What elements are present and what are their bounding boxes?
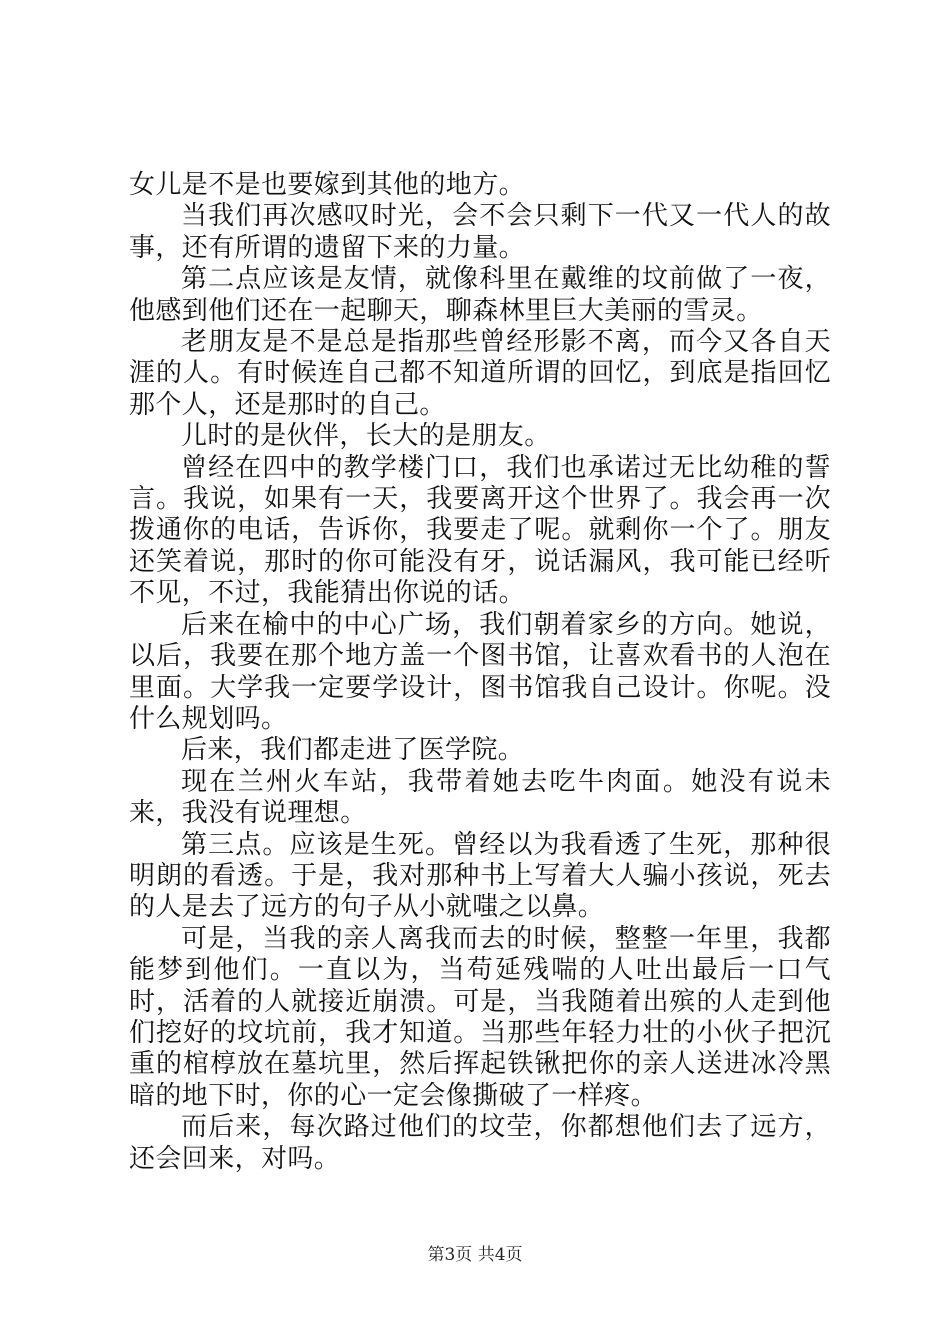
paragraph: 当我们再次感叹时光，会不会只剩下一代又一代人的故事，还有所谓的遗留下来的力量。: [129, 201, 831, 263]
paragraph: 老朋友是不是总是指那些曾经形影不离，而今又各自天涯的人。有时候连自己都不知道所谓的回忆，到底是指回忆那个人，还是那时的自己。: [129, 327, 831, 420]
paragraph: 儿时的是伙伴，长大的是朋友。: [181, 421, 551, 452]
paragraph: 可是，当我的亲人离我而去的时候，整整一年里，我都能梦到他们。一直以为，当苟延残喘的人吐出最后一口气时，活着的人就接近崩溃。可是，当我随着出殡的人走到他们挖好的坟坑前，我才知道。当那些年轻力壮的小伙子把沉重的棺椁放在墓坑里，然后挥起铁锹把你的亲人送进冰冷黑暗的地下时，你的心一定会像撕破了一样疼。: [129, 923, 831, 1111]
paragraph: 而后来，每次路过他们的坟茔，你都想他们去了远方，还会回来，对吗。: [129, 1112, 831, 1174]
paragraph: 女儿是不是也要嫁到其他的地方。: [129, 170, 526, 200]
paragraph: 第三点。应该是生死。曾经以为我看透了生死，那种很明朗的看透。于是，我对那种书上写着大人骗小孩说，死去的人是去了远方的句子从小就嗤之以鼻。: [129, 829, 831, 923]
paragraph: 曾经在四中的教学楼门口，我们也承诺过无比幼稚的誓言。我说，如果有一天，我要离开这个世界了。我会再一次拨通你的电话，告诉你，我要走了呢。就剩你一个了。朋友还笑着说，那时的你可能没有牙，说话漏风，我可能已经听不见，不过，我能猜出你说的话。: [129, 452, 831, 609]
page-number-footer: 第3页 共4页: [427, 1245, 523, 1265]
paragraph: 第二点应该是友情，就像科里在戴维的坟前做了一夜，他感到他们还在一起聊天，聊森林里巨大美丽的雪灵。: [129, 264, 831, 326]
paragraph: 后来，我们都走进了医学院。: [181, 735, 525, 766]
document-body: [129, 170, 831, 1175]
paragraph: 后来在榆中的中心广场，我们朝着家乡的方向。她说，以后，我要在那个地方盖一个图书馆，让喜欢看书的人泡在里面。大学我一定要学设计，图书馆我自己设计。你呢。没什么规划吗。: [129, 609, 831, 734]
paragraph: 现在兰州火车站，我带着她去吃牛肉面。她没有说未来，我没有说理想。: [129, 766, 831, 829]
